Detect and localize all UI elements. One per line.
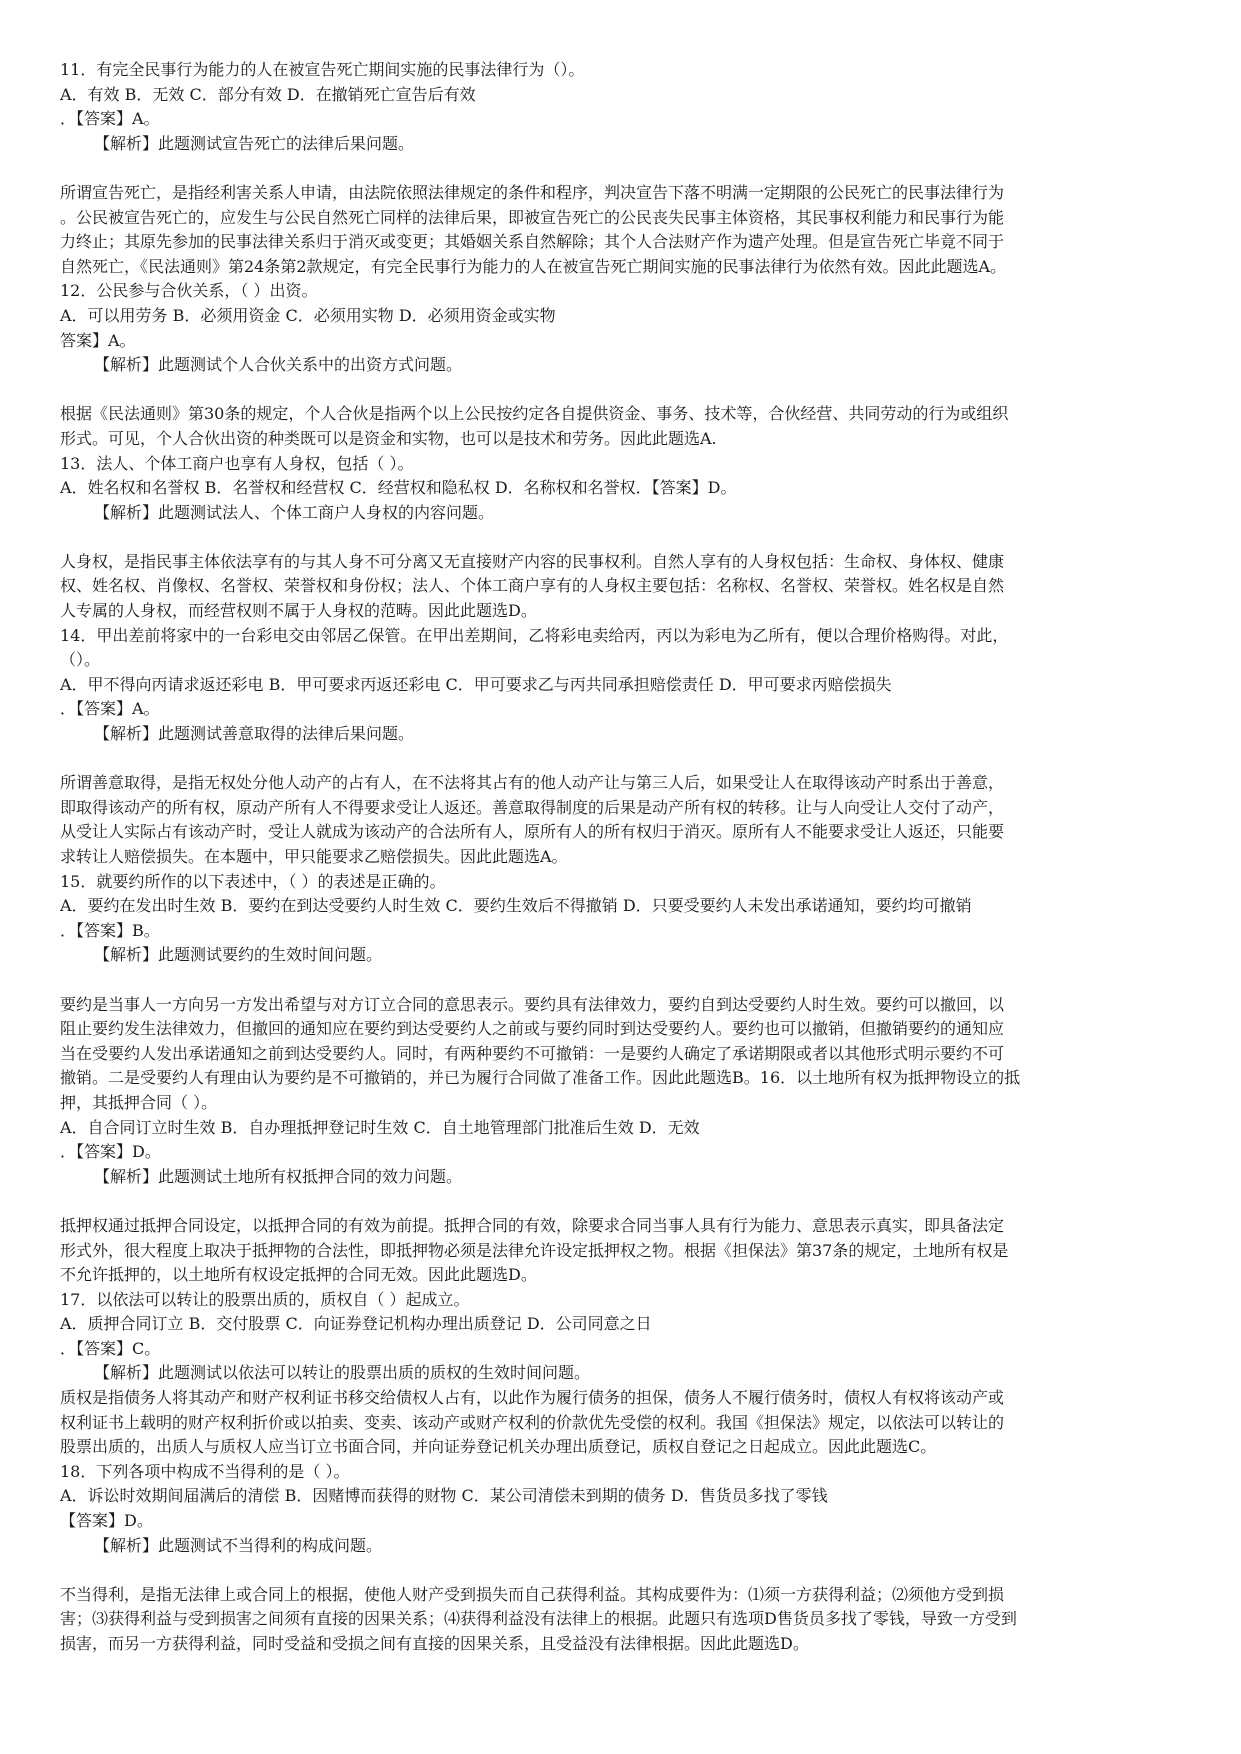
text-line: 形式。可见，个人合伙出资的种类既可以是资金和实物，也可以是技术和劳务。因此此题选A. <box>60 428 717 448</box>
text-line: 阻止要约发生法律效力，但撤回的通知应在要约到达受要约人之前或与要约同时到达受要约人。要约也可以撤销，但撤销要约的通知应 <box>60 1019 1005 1039</box>
blank-line <box>60 1189 1190 1214</box>
text-line: 根据《民法通则》第30条的规定，个人合伙是指两个以上公民按约定各自提供资金、事务、技术等，合伙经营、共同劳动的行为或组织 <box>60 404 1009 424</box>
text-line: ．【答案】A。 <box>60 109 160 129</box>
text-line: 即取得该动产的所有权，原动产所有人不得要求受让人返还。善意取得制度的后果是动产所有权的转移。让与人向受让人交付了动产， <box>60 797 1005 817</box>
text-line: 股票出质的，出质人与质权人应当订立书面合同，并向证券登记机关办理出质登记，质权自登记之日起成立。因此此题选C。 <box>60 1437 937 1457</box>
text-line: ．【答案】A。 <box>60 699 160 719</box>
text-line: 形式外，很大程度上取决于抵押物的合法性，即抵押物必须是法律允许设定抵押权之物。根据《担保法》第37条的规定，土地所有权是 <box>60 1240 1009 1260</box>
text-line: ．【答案】D。 <box>60 1142 161 1162</box>
text-line: 押，其抵押合同（ ）。 <box>60 1092 218 1112</box>
text-line: 【解析】此题测试不当得利的构成问题。 <box>94 1535 383 1555</box>
blank-line <box>60 1558 1190 1583</box>
text-line: 质权是指债务人将其动产和财产权利证书移交给债权人占有，以此作为履行债务的担保，债务人不履行债务时，债权人有权将该动产或 <box>60 1388 1005 1408</box>
text-line: 【解析】此题测试法人、个体工商户人身权的内容问题。 <box>94 502 495 522</box>
text-line: 12．公民参与合伙关系，（ ）出资。 <box>60 281 318 301</box>
text-line: 求转让人赔偿损失。在本题中，甲只能要求乙赔偿损失。因此此题选A。 <box>60 847 568 866</box>
text-line: 。公民被宣告死亡的，应发生与公民自然死亡同样的法律后果，即被宣告死亡的公民丧失民事主体资格，其民事权利能力和民事行为能 <box>60 207 1005 227</box>
text-line: 人专属的人身权，而经营权则不属于人身权的范畴。因此此题选D。 <box>60 601 537 621</box>
text-line: 不当得利，是指无法律上或合同上的根据，使他人财产受到损失而自己获得利益。其构成要件为：⑴须一方获得利益；⑵须他方受到损 <box>60 1584 1005 1604</box>
text-line: 17．以依法可以转让的股票出质的，质权自（ ）起成立。 <box>60 1289 470 1309</box>
text-line: 所谓善意取得，是指无权处分他人动产的占有人，在不法将其占有的他人动产让与第三人后，如果受让人在取得该动产时系出于善意， <box>60 773 1005 793</box>
text-line: 不允许抵押的，以土地所有权设定抵押的合同无效。因此此题选D。 <box>60 1265 537 1285</box>
text-line: 14．甲出差前将家中的一台彩电交由邻居乙保管。在甲出差期间，乙将彩电卖给丙，丙以为彩电为乙所有，便以合理价格购得。对此， <box>60 625 1009 645</box>
text-line: A．自合同订立时生效 B．自办理抵押登记时生效 C．自土地管理部门批准后生效 D．无效 <box>60 1117 700 1137</box>
text-line: （）。 <box>60 650 101 670</box>
blank-line <box>60 968 1190 993</box>
text-line: 11．有完全民事行为能力的人在被宣告死亡期间实施的民事法律行为（）。 <box>60 60 585 79</box>
text-line: A．姓名权和名誉权 B．名誉权和经营权 C．经营权和隐私权 D．名称权和名誉权．【答案】D。 <box>60 478 737 498</box>
text-line: A．质押合同订立 B．交付股票 C．向证券登记机构办理出质登记 D．公司同意之日 <box>60 1314 652 1334</box>
text-line: 损害，而另一方获得利益，同时受益和受损之间有直接的因果关系，且受益没有法律根据。因此此题选D。 <box>60 1634 809 1653</box>
text-line: 【解析】此题测试个人合伙关系中的出资方式问题。 <box>94 355 463 375</box>
text-line: A．甲不得向丙请求返还彩电 B．甲可要求丙返还彩电 C．甲可要求乙与丙共同承担赔偿责任 D．甲可要求丙赔偿损失 <box>60 674 892 694</box>
text-line: 抵押权通过抵押合同设定，以抵押合同的有效为前提。抵押合同的有效，除要求合同当事人具有行为能力、意思表示真实，即具备法定 <box>60 1215 1005 1235</box>
text-line: A．有效 B．无效 C．部分有效 D．在撤销死亡宣告后有效 <box>60 84 476 104</box>
text-line: 【答案】D。 <box>60 1511 153 1531</box>
text-line: 权、姓名权、肖像权、名誉权、荣誉权和身份权；法人、个体工商户享有的人身权主要包括：名称权、名誉权、荣誉权。姓名权是自然 <box>60 576 1005 596</box>
text-line: 权利证书上载明的财产权利折价或以拍卖、变卖、该动产或财产权利的价款优先受偿的权利。我国《担保法》规定，以依法可以转让的 <box>60 1412 1005 1432</box>
text-line: 当在受要约人发出承诺通知之前到达受要约人。同时，有两种要约不可撤销：一是要约人确定了承诺期限或者以其他形式明示要约不可 <box>60 1043 1005 1063</box>
text-line: 撤销。二是受要约人有理由认为要约是不可撤销的，并已为履行合同做了准备工作。因此此题选B。16．以土地所有权为抵押物设立的抵 <box>60 1068 1021 1088</box>
text-line: 【解析】此题测试以依法可以转让的股票出质的质权的生效时间问题。 <box>94 1363 591 1383</box>
text-line: A．要约在发出时生效 B．要约在到达受要约人时生效 C．要约生效后不得撤销 D．只要受要约人未发出承诺通知，要约均可撤销 <box>60 896 972 916</box>
blank-line <box>60 378 1190 403</box>
text-line: 从受让人实际占有该动产时，受让人就成为该动产的合法所有人，原所有人的所有权归于消灭。原所有人不能要求受让人返还，只能要 <box>60 822 1005 842</box>
text-line: 【解析】此题测试土地所有权抵押合同的效力问题。 <box>94 1166 463 1186</box>
text-line: 要约是当事人一方向另一方发出希望与对方订立合同的意思表示。要约具有法律效力，要约自到达受要约人时生效。要约可以撤回，以 <box>60 994 1005 1014</box>
text-line: 15．就要约所作的以下表述中，（ ）的表述是正确的。 <box>60 871 446 891</box>
text-line: 力终止；其原先参加的民事法律关系归于消灭或变更；其婚姻关系自然解除；其个人合法财产作为遗产处理。但是宣告死亡毕竟不同于 <box>60 232 1005 252</box>
text-line: ．【答案】C。 <box>60 1338 161 1358</box>
document-body <box>60 58 1190 1657</box>
text-line: 所谓宣告死亡，是指经利害关系人申请，由法院依照法律规定的条件和程序，判决宣告下落不明满一定期限的公民死亡的民事法律行为 <box>60 182 1005 202</box>
text-line: 13．法人、个体工商户也享有人身权，包括（ ）。 <box>60 453 414 473</box>
text-line: 答案】A。 <box>60 330 136 350</box>
blank-line <box>60 156 1190 181</box>
text-line: 害；⑶获得利益与受到损害之间须有直接的因果关系；⑷获得利益没有法律上的根据。此题只有选项D售货员多找了零钱，导致一方受到 <box>60 1609 1017 1629</box>
blank-line <box>60 747 1190 772</box>
text-line: 自然死亡，《民法通则》第24条第2款规定，有完全民事行为能力的人在被宣告死亡期间实施的民事法律行为依然有效。因此此题选A。 <box>60 256 1007 276</box>
text-line: 【解析】此题测试宣告死亡的法律后果问题。 <box>94 133 415 153</box>
text-line: 18．下列各项中构成不当得利的是（ ）。 <box>60 1461 350 1481</box>
text-line: A．诉讼时效期间届满后的清偿 B．因赌博而获得的财物 C．某公司清偿未到期的债务 D．售货员多找了零钱 <box>60 1486 828 1506</box>
blank-line <box>60 525 1190 550</box>
text-line: ．【答案】B。 <box>60 920 160 940</box>
text-line: 【解析】此题测试要约的生效时间问题。 <box>94 945 383 965</box>
text-line: 人身权，是指民事主体依法享有的与其人身不可分离又无直接财产内容的民事权利。自然人享有的人身权包括：生命权、身体权、健康 <box>60 551 1005 571</box>
text-line: 【解析】此题测试善意取得的法律后果问题。 <box>94 724 415 744</box>
text-line: A．可以用劳务 B．必须用资金 C．必须用实物 D．必须用资金或实物 <box>60 305 556 325</box>
